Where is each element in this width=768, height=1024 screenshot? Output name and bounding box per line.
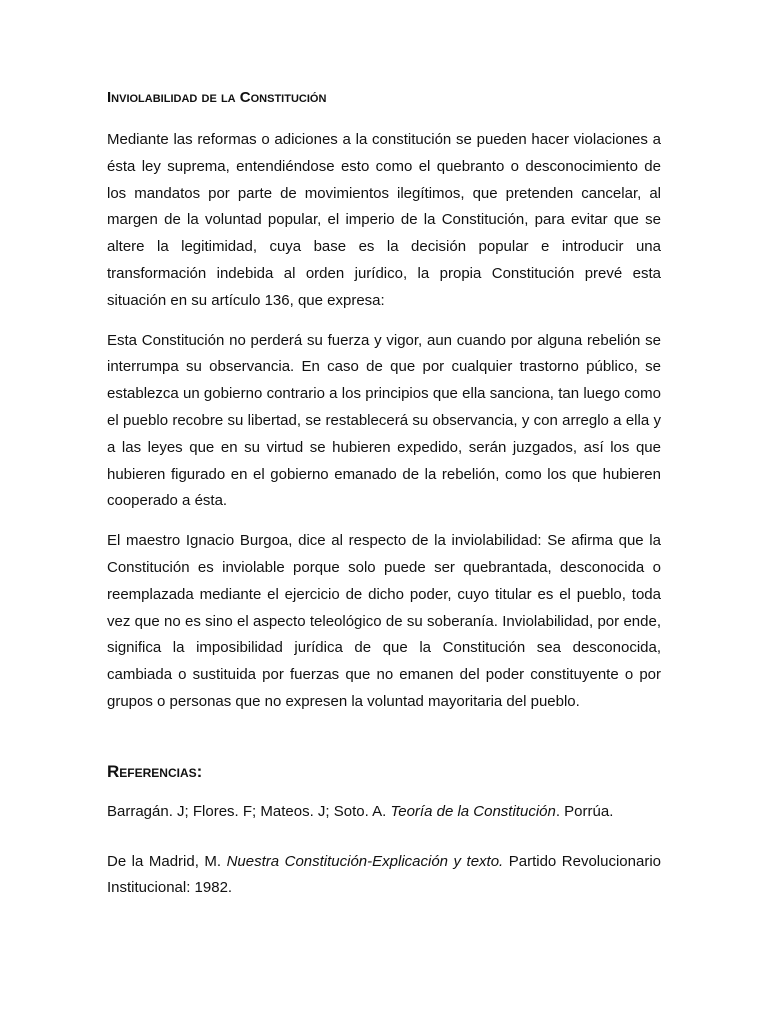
reference-publisher: . Porrúa. xyxy=(555,802,614,820)
reference-item xyxy=(107,799,661,826)
references-heading: Referencias: xyxy=(107,761,203,781)
paragraph-intro: Mediante las reformas o adiciones a la constitución se pueden hacer violaciones a ésta ley suprema, entendiéndose esto como el quebranto o desconocimiento de los mandatos por parte de movimientos ilegítimos, que pretenden cancelar, al margen de la voluntad popular, el imperio de la Constitución, para evitar que se altere la legitimidad, cuya base es la decisión popular e introducir una transformación indebida al orden jurídico, la propia Constitución prevé esta situación en su artículo 136, que expresa: xyxy=(107,131,661,309)
paragraph-burgoa: El maestro Ignacio Burgoa, dice al respecto de la inviolabilidad: Se afirma que la Constitución es inviolable porque solo puede ser quebrantada, desconocida o reemplazada mediante el ejercicio de dicho poder, cuyo titular es el pueblo, toda vez que no es sino el aspecto teleológico de su soberanía. Inviolabilidad, por ende, significa la imposibilidad jurídica de que la Constitución sea desconocida, cambiada o sustituida por fuerzas que no emanen del poder constituyente o por grupos o personas que no expresen la voluntad mayoritaria del pueblo. xyxy=(107,532,661,710)
reference-publisher: Partido Revolucionario Institucional: 1982. xyxy=(107,852,662,897)
reference-item xyxy=(107,849,661,903)
reference-title: Nuestra Constitución-Explicación y texto. xyxy=(226,852,504,870)
reference-title: Teoría de la Constitución xyxy=(390,802,556,820)
reference-authors: Barragán. J; Flores. F; Mateos. J; Soto. A. xyxy=(107,802,391,820)
reference-authors: De la Madrid, M. xyxy=(107,852,227,870)
paragraph-article-136: Esta Constitución no perderá su fuerza y vigor, aun cuando por alguna rebelión se interrumpa su observancia. En caso de que por cualquier trastorno público, se establezca un gobierno contrario a los principios que ella sanciona, tan luego como el pueblo recobre su libertad, se restablecerá su observancia, y con arreglo a ella y a las leyes que en su virtud se hubieren expedido, serán juzgados, así los que hubieren figurado en el gobierno emanado de la rebelión, como los que hubieren cooperado a ésta. xyxy=(107,331,661,510)
section-heading: Inviolabilidad de la Constitución xyxy=(107,89,327,106)
document-page xyxy=(107,88,661,925)
